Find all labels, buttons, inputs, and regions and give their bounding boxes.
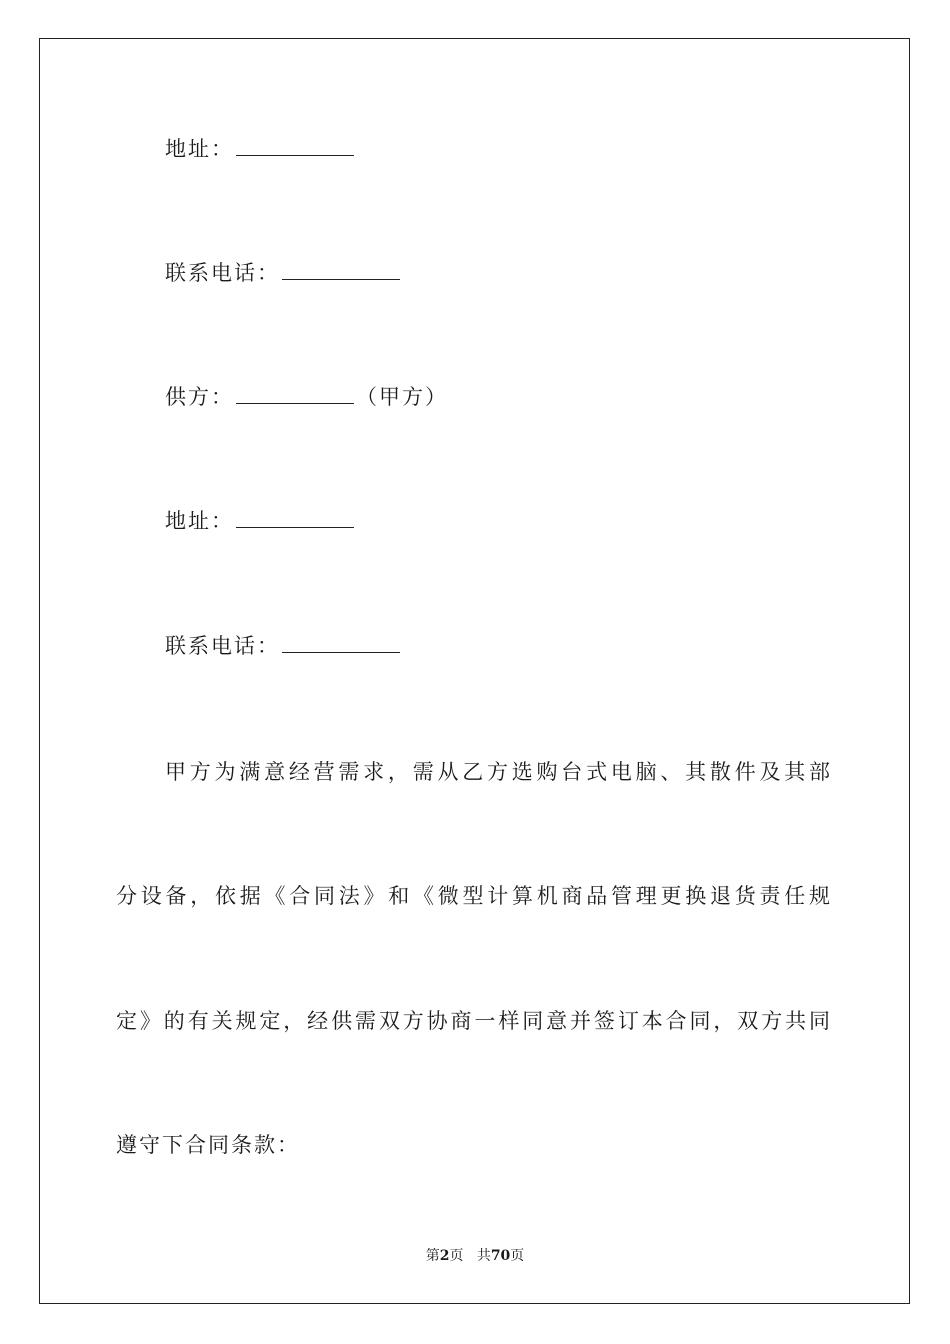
paragraph-line: 甲方为满意经营需求，需从乙方选购台式电脑、其散件及其部 <box>165 760 832 784</box>
total-pages: 70 <box>490 1248 511 1264</box>
supplier-field <box>165 382 448 412</box>
supplier-blank[interactable] <box>236 385 354 404</box>
phone-label: 联系电话： <box>165 261 280 285</box>
footer-total-unit: 页 <box>510 1248 525 1264</box>
address-label: 地址： <box>165 137 234 161</box>
address-field-2 <box>165 506 356 536</box>
phone-blank[interactable] <box>282 634 400 653</box>
paragraph-line: 定》的有关规定，经供需双方协商一样同意并签订本合同，双方共同 <box>116 1009 832 1033</box>
page-border <box>39 38 910 1304</box>
address-blank[interactable] <box>236 509 354 528</box>
paragraph-line: 遵守下合同条款： <box>116 1133 300 1157</box>
phone-field-1 <box>165 258 402 288</box>
address-field-1 <box>165 134 356 164</box>
supplier-label: 供方： <box>165 385 234 409</box>
page-number: 2 <box>439 1248 450 1264</box>
phone-field-2 <box>165 631 402 661</box>
phone-blank[interactable] <box>282 261 400 280</box>
page-footer <box>0 1246 950 1266</box>
address-blank[interactable] <box>236 137 354 156</box>
supplier-suffix: （甲方） <box>356 385 448 409</box>
paragraph-line: 分设备，依据《合同法》和《微型计算机商品管理更换退货责任规 <box>116 884 832 908</box>
phone-label: 联系电话： <box>165 634 280 658</box>
footer-page-unit: 页 <box>449 1248 464 1264</box>
footer-total-prefix: 共 <box>476 1248 491 1264</box>
footer-prefix: 第 <box>425 1248 440 1264</box>
address-label: 地址： <box>165 509 234 533</box>
